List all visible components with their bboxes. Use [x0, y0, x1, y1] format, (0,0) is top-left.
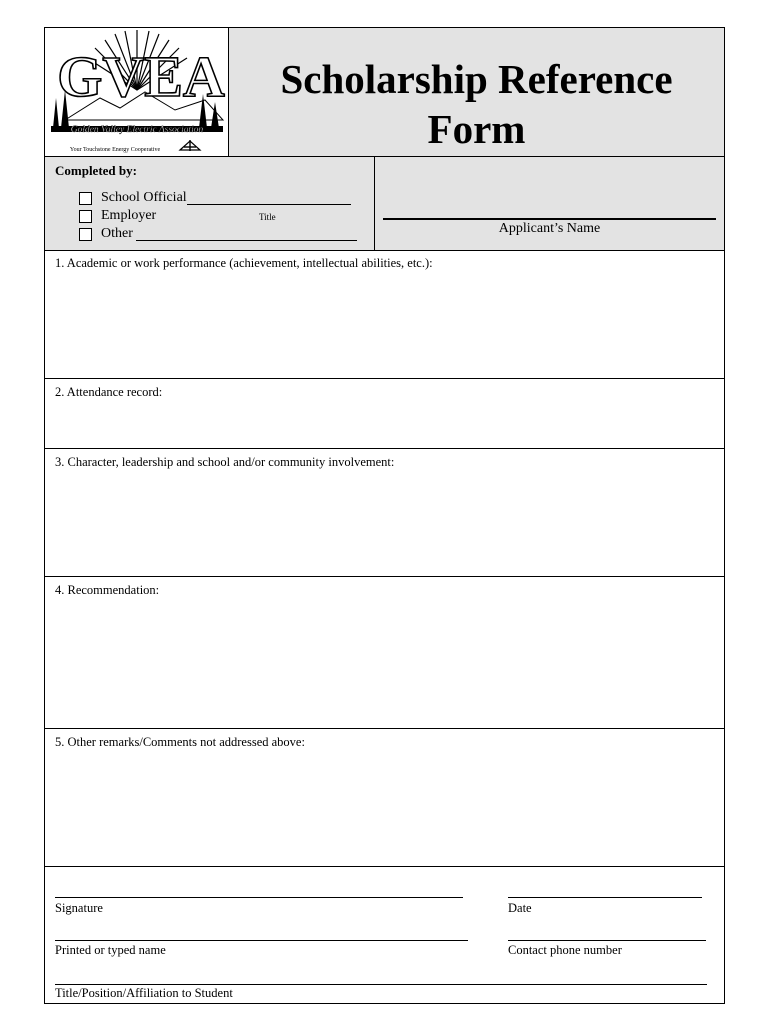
- section-academic-performance[interactable]: [45, 250, 724, 379]
- option-employer: [79, 208, 156, 224]
- signature-line[interactable]: [55, 897, 463, 898]
- title-position-line[interactable]: [55, 984, 707, 985]
- logo-acronym: GVEA: [57, 44, 225, 109]
- date-line[interactable]: [508, 897, 702, 898]
- gvea-logo: [45, 28, 228, 156]
- signature-label: Signature: [55, 901, 103, 915]
- option-school-official: [79, 190, 351, 206]
- applicant-name-line[interactable]: [383, 218, 716, 220]
- section-character-leadership[interactable]: [45, 449, 724, 577]
- section-4-label: 4. Recommendation:: [55, 583, 160, 597]
- other-checkbox[interactable]: [79, 228, 92, 241]
- contact-phone-line[interactable]: [508, 940, 706, 941]
- section-2-label: 2. Attendance record:: [55, 385, 163, 399]
- section-other-remarks[interactable]: [45, 729, 724, 867]
- employer-checkbox[interactable]: [79, 210, 92, 223]
- touchstone-icon: [180, 140, 200, 151]
- form-title-line2: Form: [427, 106, 526, 152]
- reference-form: [44, 27, 725, 1004]
- section-attendance[interactable]: [45, 379, 724, 449]
- form-title-line1: Scholarship Reference: [280, 56, 673, 102]
- title-box: [228, 28, 724, 157]
- section-1-label: 1. Academic or work performance (achievement, intellectual abilities, etc.):: [55, 256, 433, 270]
- form-title: [229, 54, 724, 154]
- employer-label: Employer: [101, 208, 157, 223]
- completed-by-row: [45, 156, 724, 251]
- section-5-label: 5. Other remarks/Comments not addressed above:: [55, 735, 305, 749]
- section-3-label: 3. Character, leadership and school and/or community involvement:: [55, 455, 395, 469]
- date-label: Date: [508, 901, 532, 915]
- applicant-name-label: Applicant’s Name: [498, 221, 601, 236]
- gvea-logo-graphic: [45, 28, 228, 156]
- printed-name-label: Printed or typed name: [55, 943, 166, 957]
- other-line[interactable]: [136, 228, 357, 241]
- school-official-label: School Official: [101, 190, 187, 205]
- school-official-line[interactable]: [187, 192, 351, 205]
- other-label: Other: [101, 226, 133, 241]
- logo-tagline: Your Touchstone Energy Cooperative: [69, 147, 161, 153]
- contact-phone-label: Contact phone number: [508, 943, 622, 957]
- printed-name-line[interactable]: [55, 940, 468, 941]
- section-recommendation[interactable]: [45, 577, 724, 729]
- completed-by-panel: [45, 157, 375, 250]
- completed-by-label: Completed by:: [55, 163, 137, 178]
- logo-org-name: Golden Valley Electric Association: [70, 125, 204, 135]
- title-hint: Title: [259, 212, 276, 222]
- option-other: [79, 226, 357, 242]
- title-position-label: Title/Position/Affiliation to Student: [55, 986, 233, 1000]
- school-official-checkbox[interactable]: [79, 192, 92, 205]
